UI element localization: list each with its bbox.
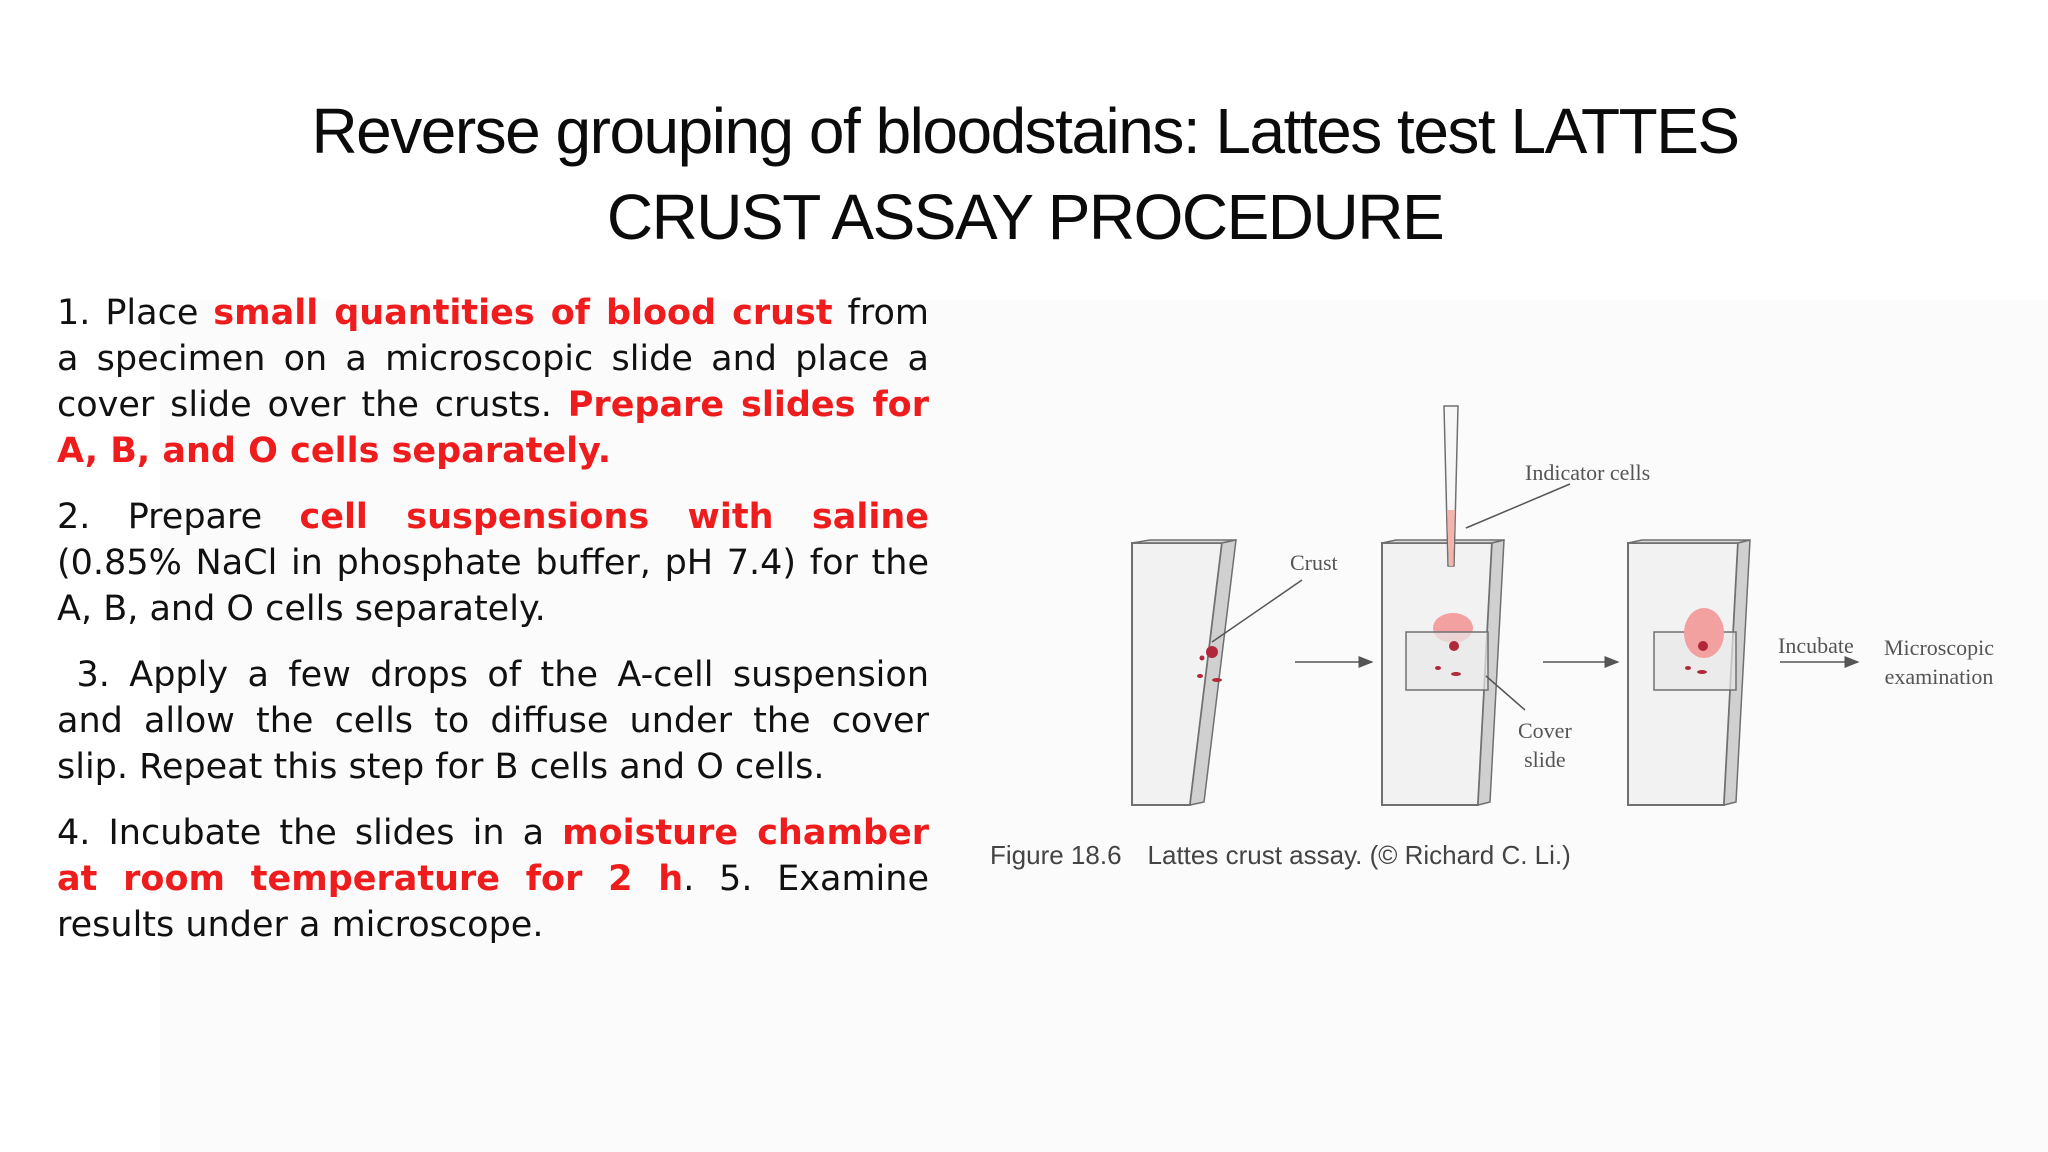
crust-speck xyxy=(1435,666,1441,670)
crust-blob xyxy=(1449,641,1459,651)
slide-2 xyxy=(1382,540,1504,805)
slide-3-top-edge xyxy=(1628,540,1750,543)
step-4-text: 4. Incubate the slides in a xyxy=(57,813,563,853)
crust-speck xyxy=(1197,674,1203,678)
assay-diagram xyxy=(980,380,2040,830)
indicator-leader-line xyxy=(1466,484,1570,528)
slide-3 xyxy=(1628,540,1750,805)
step-2-text-2: (0.85% NaCl in phosphate buffer, pH 7.4) for the A, B, and O cells separately. xyxy=(57,543,929,629)
figure-caption xyxy=(990,840,1571,871)
slide-1-top-edge xyxy=(1132,540,1236,543)
procedure-steps xyxy=(57,290,941,968)
slide-1 xyxy=(1132,540,1236,805)
step-1-highlight-2: Prepare slides for A, B, and O cells separately. xyxy=(57,385,929,471)
step-1-highlight: small quantities of blood crust xyxy=(213,293,833,333)
figure-caption-text: Lattes crust assay. (© Richard C. Li.) xyxy=(1147,840,1571,870)
step-2-text: 2. Prepare xyxy=(57,497,300,537)
slide-2-top-edge xyxy=(1382,540,1504,543)
step-1 xyxy=(57,290,929,474)
label-microscopic: Microscopic xyxy=(1884,635,1994,660)
step-2-highlight: cell suspensions with saline xyxy=(299,497,929,537)
label-microscopic-examination xyxy=(1884,633,1994,691)
step-1-text-2: from a specimen on a microscopic slide and place a cover slide over the crusts. xyxy=(57,293,929,425)
label-crust: Crust xyxy=(1290,550,1338,575)
label-slide: slide xyxy=(1524,747,1566,772)
crust-blob xyxy=(1206,646,1218,658)
step-2 xyxy=(57,494,929,632)
label-cover: Cover xyxy=(1518,718,1572,743)
lattes-assay-figure xyxy=(980,380,2040,900)
cover-slide xyxy=(1406,632,1488,690)
crust-blob xyxy=(1698,641,1708,651)
slide-title xyxy=(120,88,1930,260)
title-line-1: Reverse grouping of bloodstains: Lattes test LATTES xyxy=(311,95,1739,167)
step-3 xyxy=(57,652,941,790)
step-1-text: 1. Place xyxy=(57,293,214,333)
step-4-highlight: moisture chamber at room temperature for 2 h xyxy=(57,813,929,899)
label-incubate: Incubate xyxy=(1778,633,1854,658)
step-4 xyxy=(57,810,929,948)
label-cover-slide xyxy=(1518,716,1572,774)
step-4-text-2: . 5. Examine results under a microscope. xyxy=(57,859,929,945)
figure-number: Figure 18.6 xyxy=(990,840,1122,870)
label-examination: examination xyxy=(1884,664,1994,689)
crust-speck xyxy=(1451,672,1461,676)
crust-speck xyxy=(1697,670,1707,674)
label-indicator-cells: Indicator cells xyxy=(1525,460,1651,485)
step-3-text: 3. Apply a few drops of the A-cell suspension and allow the cells to diffuse under the cover slip. Repeat this step for B cells and O cells. xyxy=(57,655,941,787)
crust-speck xyxy=(1200,656,1205,661)
crust-speck xyxy=(1212,678,1222,682)
title-line-2: CRUST ASSAY PROCEDURE xyxy=(606,181,1444,253)
crust-speck xyxy=(1685,666,1691,670)
